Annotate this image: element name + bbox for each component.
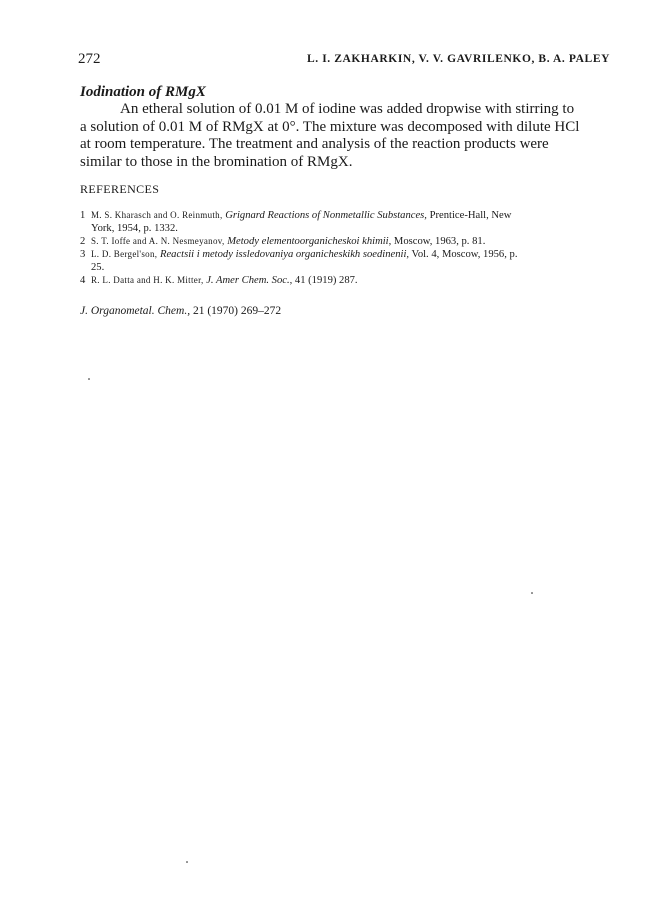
reference-continuation: York, 1954, p. 1332. [91,223,178,234]
running-head-authors: L. I. ZAKHARKIN, V. V. GAVRILENKO, B. A. PALEY [306,53,610,65]
reference-number: 4 [80,275,86,286]
reference-number: 3 [80,249,86,260]
reference-item [80,274,610,287]
body-paragraph [80,101,608,171]
reference-title: Reactsii i metody issledovaniya organicheskikh soedinenii, [159,249,410,260]
reference-number: 2 [80,236,86,247]
page-number: 272 [78,51,101,67]
reference-item [80,209,610,235]
section-heading: Iodination of RMgX [80,84,206,100]
body-line: similar to those in the bromination of RMgX. [80,153,353,170]
reference-continuation: 25. [91,262,105,273]
reference-number: 1 [80,210,86,221]
references-heading: REFERENCES [80,182,160,196]
references-list [80,209,610,287]
reference-publisher: Prentice-Hall, New [429,210,512,221]
reference-title: Grignard Reactions of Nonmetallic Substances, [225,210,427,221]
citation-details: 21 (1970) 269–272 [192,305,282,317]
reference-publisher: Moscow, 1963, p. 81. [393,236,486,247]
reference-item [80,235,610,248]
reference-item [80,248,610,274]
reference-authors: S. T. Ioffe and A. N. Nesmeyanov, [91,236,225,246]
page-header [78,51,610,71]
reference-authors: L. D. Bergel'son, [91,249,158,259]
body-line: An etheral solution of 0.01 M of iodine was added dropwise with stirring to [120,101,575,117]
body-line: at room temperature. The treatment and analysis of the reaction products were [80,136,549,152]
reference-authors: R. L. Datta and H. K. Mitter, [91,275,204,285]
reference-title: J. Amer Chem. Soc., [206,275,293,286]
scan-speck [186,861,188,863]
body-line: a solution of 0.01 M of RMgX at 0°. The mixture was decomposed with dilute HCl [80,118,580,135]
reference-publisher: 41 (1919) 287. [294,275,358,286]
reference-title: Metody elementoorganicheskoi khimii, [227,236,392,247]
journal-citation [80,305,281,317]
reference-publisher: Vol. 4, Moscow, 1956, p. [411,249,518,260]
reference-authors: M. S. Kharasch and O. Reinmuth, [91,210,223,220]
scan-speck [531,592,533,594]
scan-speck [88,378,90,380]
citation-journal: J. Organometal. Chem., [80,305,191,317]
